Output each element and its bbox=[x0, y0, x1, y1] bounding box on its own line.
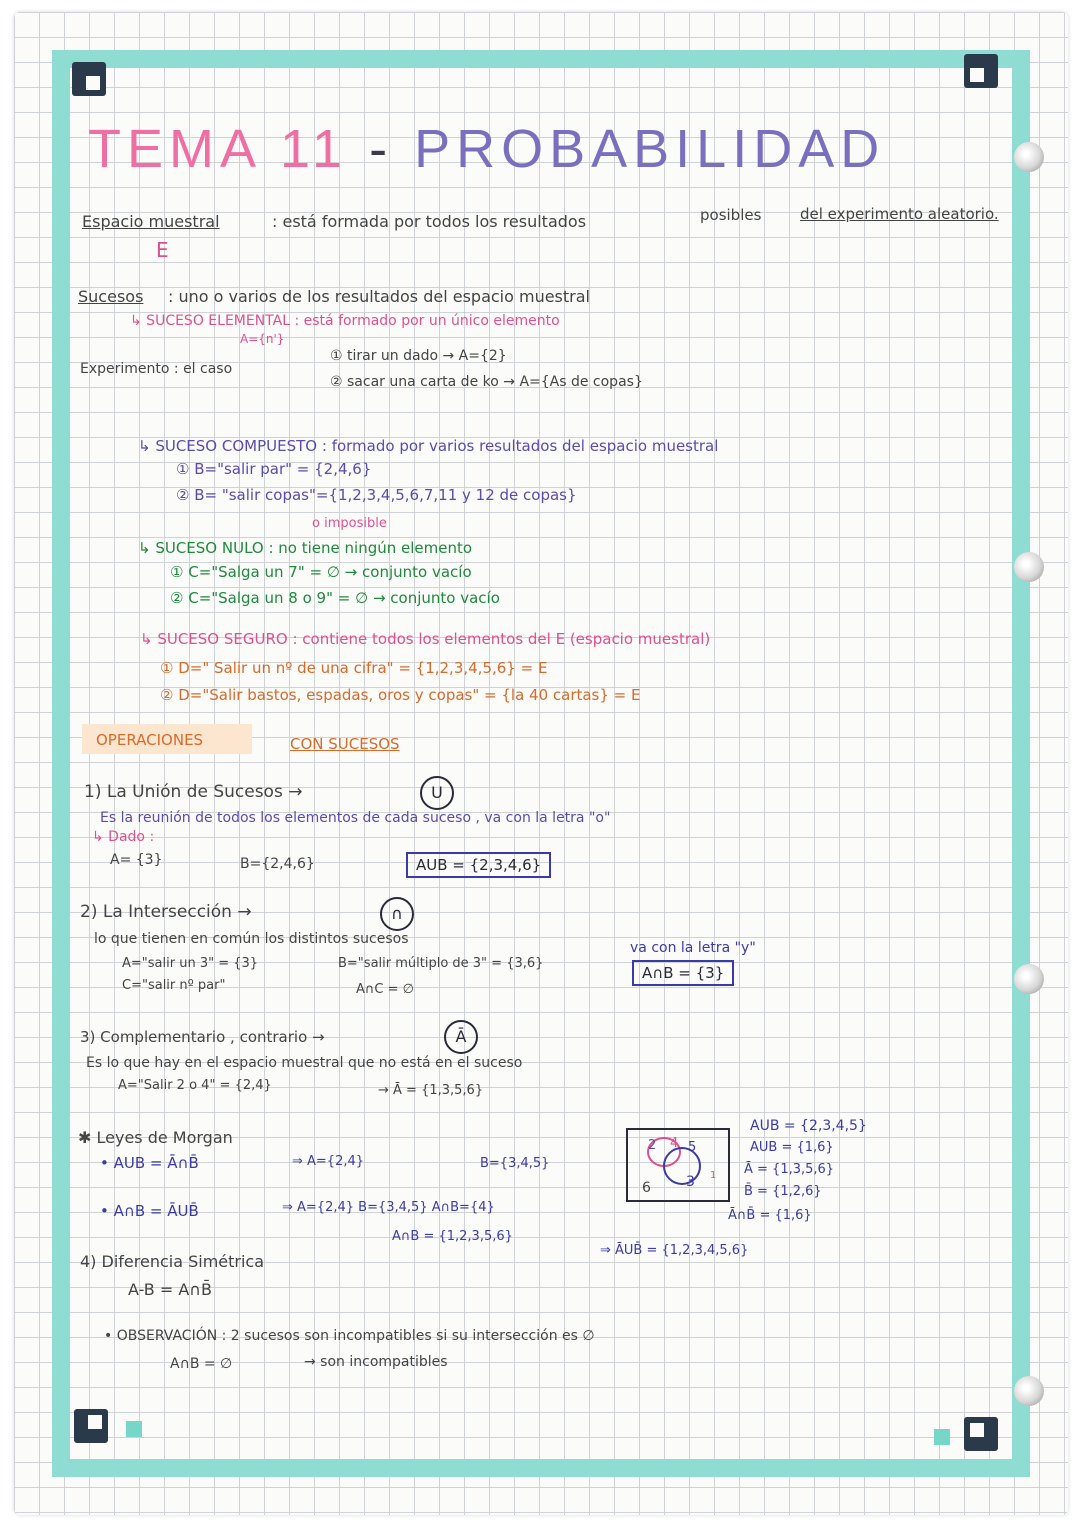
suceso-seguro-example-2: ② D="Salir bastos, espadas, oros y copas" = {la 40 cartas} = E bbox=[160, 686, 641, 704]
binder-hole bbox=[1014, 142, 1044, 172]
binder-hole bbox=[1014, 1376, 1044, 1406]
morgan-right-3: Ā = {1,3,5,6} bbox=[744, 1162, 835, 1177]
page-title bbox=[88, 118, 885, 180]
interseccion-def: lo que tienen en común los distintos sucesos bbox=[94, 931, 409, 947]
morgan-law-1-example: ⇒ A={2,4} bbox=[292, 1154, 365, 1169]
interseccion-letter: va con la letra "y" bbox=[630, 940, 756, 956]
experimento-example-1: ① tirar un dado → A={2} bbox=[330, 348, 507, 364]
espacio-possibles: posibles bbox=[700, 206, 762, 224]
interseccion-symbol: ∩ bbox=[380, 897, 414, 931]
binder-hole bbox=[1014, 964, 1044, 994]
experimento-example-2: ② sacar una carta de ko → A={As de copas} bbox=[330, 374, 643, 390]
complementario-heading: 3) Complementario , contrario → bbox=[80, 1028, 325, 1046]
complementario-set-a: A="Salir 2 o 4" = {2,4} bbox=[118, 1078, 272, 1093]
complementario-def: Es lo que hay en el espacio muestral que no está en el suceso bbox=[86, 1055, 523, 1071]
suceso-nulo-imposible: o imposible bbox=[312, 516, 387, 531]
sucesos-def: : uno o varios de los resultados del espacio muestral bbox=[168, 287, 590, 306]
morgan-law-2-example: ⇒ A={2,4} B={3,4,5} A∩B={4} bbox=[282, 1200, 495, 1215]
title-dash: - bbox=[369, 119, 394, 179]
morgan-law-1-b: B={3,4,5} bbox=[480, 1156, 550, 1171]
morgan-law-1: • AUB = Ā∩B̄ bbox=[100, 1154, 199, 1172]
teal-square-mark bbox=[934, 1429, 950, 1445]
observacion-heading: • OBSERVACIÓN : 2 sucesos son incompatibles si su intersección es ∅ bbox=[104, 1328, 595, 1344]
espacio-symbol: E bbox=[156, 238, 169, 262]
interseccion-set-b: B="salir múltiplo de 3" = {3,6} bbox=[338, 956, 544, 971]
operaciones-rest: CON SUCESOS bbox=[290, 735, 400, 753]
suceso-seguro-heading: ↳ SUCESO SEGURO : contiene todos los elementos del E (espacio muestral) bbox=[140, 630, 711, 648]
suceso-compuesto-example-2: ② B= "salir copas"={1,2,3,4,5,6,7,11 y 12 de copas} bbox=[176, 486, 577, 504]
suceso-elemental: ↳ SUCESO ELEMENTAL : está formado por un único elemento bbox=[130, 313, 560, 329]
corner-mark-bottom-right bbox=[964, 1417, 998, 1451]
morgan-right-4: B̄ = {1,2,6} bbox=[744, 1184, 822, 1199]
diferencia-heading: 4) Diferencia Simétrica bbox=[80, 1252, 265, 1271]
union-set-a: A= {3} bbox=[110, 852, 163, 868]
venn-label: 4 bbox=[670, 1136, 679, 1151]
venn-label: 2 bbox=[648, 1138, 657, 1153]
espacio-def: : está formada por todos los resultados bbox=[272, 212, 587, 231]
union-set-b: B={2,4,6} bbox=[240, 856, 315, 872]
venn-label: 1 bbox=[710, 1170, 717, 1181]
corner-mark-bottom-left bbox=[74, 1409, 108, 1443]
suceso-nulo-heading: ↳ SUCESO NULO : no tiene ningún elemento bbox=[138, 539, 473, 557]
interseccion-a-c: A∩C = ∅ bbox=[356, 982, 414, 997]
title-part1: TEMA 11 bbox=[88, 119, 349, 179]
morgan-heading: ✱ Leyes de Morgan bbox=[78, 1128, 233, 1147]
morgan-right-2: AUB = {1,6} bbox=[750, 1140, 834, 1155]
espacio-rest: del experimento aleatorio. bbox=[800, 205, 999, 223]
venn-label: 5 bbox=[688, 1140, 697, 1155]
espacio-term: Espacio muestral bbox=[82, 212, 220, 231]
operaciones-label: OPERACIONES bbox=[96, 731, 204, 749]
suceso-nulo-example-1: ① C="Salga un 7" = ∅ → conjunto vacío bbox=[170, 563, 472, 581]
complementario-result: → Ā = {1,3,5,6} bbox=[378, 1083, 484, 1098]
binder-hole bbox=[1014, 552, 1044, 582]
suceso-seguro-example-1: ① D=" Salir un nº de una cifra" = {1,2,3,4,5,6} = E bbox=[160, 659, 548, 677]
venn-diagram bbox=[626, 1128, 730, 1202]
union-dado: ↳ Dado : bbox=[92, 829, 155, 845]
morgan-right-5: Ā∩B̄ = {1,6} bbox=[728, 1208, 812, 1223]
venn-label: 3 bbox=[686, 1174, 695, 1190]
title-part2: PROBABILIDAD bbox=[414, 119, 886, 179]
morgan-law-2-result: A∩B = {1,2,3,5,6} bbox=[392, 1229, 513, 1244]
union-result-box: AUB = {2,3,4,6} bbox=[406, 852, 551, 878]
suceso-compuesto-example-1: ① B="salir par" = {2,4,6} bbox=[176, 460, 372, 478]
suceso-compuesto-heading: ↳ SUCESO COMPUESTO : formado por varios resultados del espacio muestral bbox=[138, 437, 719, 455]
suceso-elemental-set: A={n'} bbox=[240, 332, 285, 346]
observacion-result: → son incompatibles bbox=[304, 1354, 448, 1370]
morgan-right-1: AUB = {2,3,4,5} bbox=[750, 1118, 867, 1134]
interseccion-result-box: A∩B = {3} bbox=[632, 960, 734, 986]
venn-label: 6 bbox=[642, 1180, 651, 1196]
observacion-formula: A∩B = ∅ bbox=[170, 1356, 233, 1372]
diferencia-formula: A-B = A∩B̄ bbox=[128, 1280, 212, 1299]
union-heading: 1) La Unión de Sucesos → bbox=[84, 782, 303, 802]
interseccion-heading: 2) La Intersección → bbox=[80, 902, 252, 922]
union-def: Es la reunión de todos los elementos de cada suceso , va con la letra "o" bbox=[100, 810, 611, 826]
union-symbol: U bbox=[420, 776, 454, 810]
corner-mark-top-right bbox=[964, 54, 998, 88]
morgan-law-2-result-2: ⇒ ĀUB̄ = {1,2,3,4,5,6} bbox=[600, 1243, 749, 1258]
teal-square-mark bbox=[126, 1421, 142, 1437]
morgan-law-2: • A∩B = ĀUB̄ bbox=[100, 1202, 199, 1220]
complementario-symbol: Ā bbox=[444, 1020, 478, 1054]
suceso-nulo-example-2: ② C="Salga un 8 o 9" = ∅ → conjunto vacío bbox=[170, 589, 500, 607]
corner-mark-top-left bbox=[72, 62, 106, 96]
sucesos-term: Sucesos bbox=[78, 287, 144, 306]
experimento-label: Experimento : el caso bbox=[80, 361, 233, 377]
interseccion-set-a: A="salir un 3" = {3} bbox=[122, 956, 259, 971]
interseccion-set-c: C="salir nº par" bbox=[122, 978, 226, 993]
